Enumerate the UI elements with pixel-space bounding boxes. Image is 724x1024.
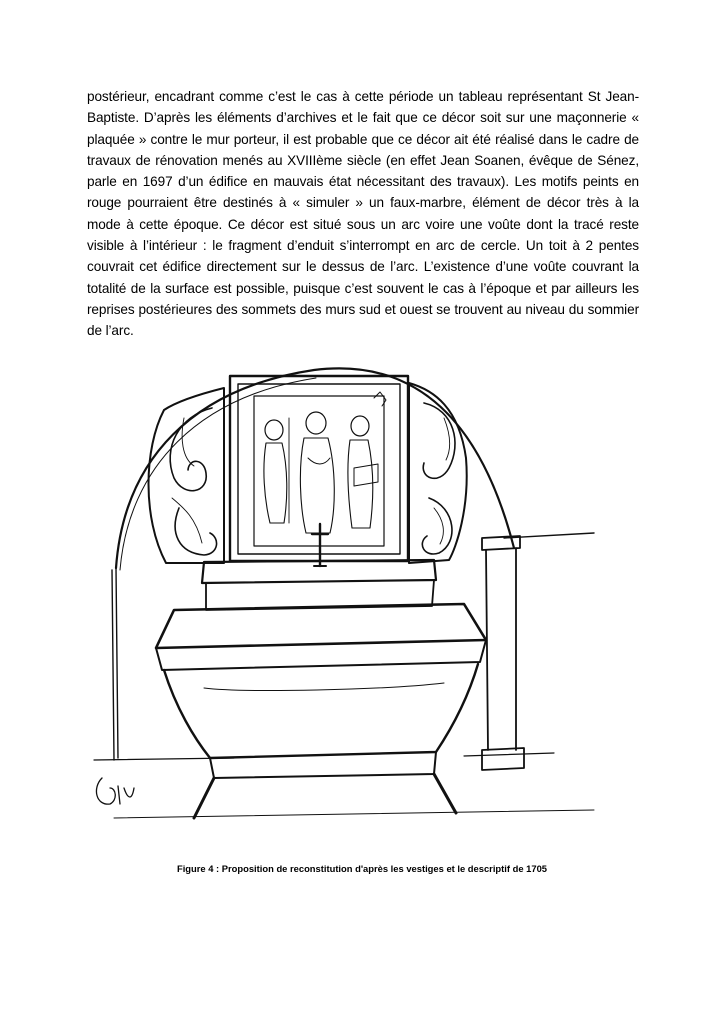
altar-gradin — [202, 560, 436, 610]
altar-sketch-figure — [84, 348, 604, 848]
right-pillar — [482, 536, 524, 770]
figure-caption: Figure 4 : Proposition de reconstitution d'après les vestiges et le descriptif de 1705 — [176, 863, 548, 874]
artist-signature — [96, 778, 134, 804]
crucifix — [312, 524, 328, 566]
body-paragraph: postérieur, encadrant comme c’est le cas à cette période un tableau représentant St Jean-Baptiste. D’après les éléments d’archives et le fait que ce décor soit sur une maçonnerie « plaquée » contre le mur porteur, il est probable que ce décor ait été réalisé dans le cadre de travaux de rénovation menés au XVIIIème siècle (en effet Jean Soanen, évêque de Sénez, parle en 1697 d’un édifice en mauvais état nécessitant des travaux). Les motifs peints en rouge pourraient être destinés à « simuler » un faux-marbre, élément de décor très à la mode à cette époque. Ce décor est situé sous un arc voire une voûte dont la tracé reste visible à l’intérieur : le fragment d’enduit s’interrompt en arc de cercle. Un toit à 2 pentes couvrait cet édifice directement sur le dessus de l’arc. L’existence d’une voûte couvrant la totalité de la surface est possible, puisque c’est souvent le cas à l’époque et par ailleurs les reprises postérieures des sommets des murs sud et ouest se trouvent au niveau du sommier de l’arc. — [87, 89, 639, 339]
arch-outline — [116, 368, 514, 568]
right-scroll-panel — [409, 383, 467, 563]
altar-table — [114, 604, 594, 818]
left-wall-line — [112, 568, 118, 760]
